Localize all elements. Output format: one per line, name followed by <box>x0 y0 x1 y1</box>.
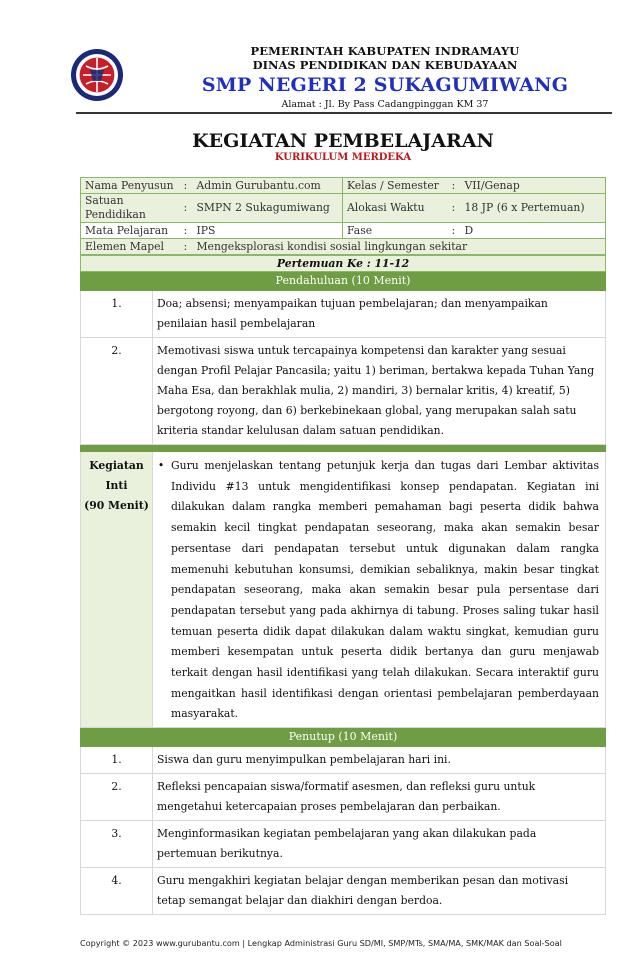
info-label: Elemen Mapel <box>81 239 179 255</box>
info-value: IPS <box>193 223 343 239</box>
info-label: Satuan Pendidikan <box>81 194 179 223</box>
info-separator: : <box>179 194 193 223</box>
list-item <box>81 747 606 774</box>
header-divider <box>76 112 612 114</box>
item-number: 4. <box>81 868 153 915</box>
info-label: Nama Penyusun <box>81 178 179 194</box>
pertemuan-heading: Pertemuan Ke : 11-12 <box>81 256 606 272</box>
item-text: Menginformasikan kegiatan pembelajaran yang akan dilakukan pada pertemuan berikutnya. <box>153 821 606 868</box>
item-text: Guru mengakhiri kegiatan belajar dengan memberikan pesan dan motivasi tetap semangat belajar dan diakhiri dengan berdoa. <box>153 868 606 915</box>
list-item <box>81 774 606 821</box>
pendahuluan-heading: Pendahuluan (10 Menit) <box>81 272 606 291</box>
page-subtitle: KURIKULUM MERDEKA <box>274 152 412 163</box>
inti-label-line: Kegiatan <box>89 459 144 472</box>
info-label: Mata Pelajaran <box>81 223 179 239</box>
inti-label-line: Inti <box>105 479 128 492</box>
activity-table <box>80 255 606 915</box>
info-value: VII/Genap <box>461 178 606 194</box>
page-title: KEGIATAN PEMBELAJARAN <box>192 130 494 152</box>
school-emblem-icon <box>70 48 124 102</box>
list-item <box>81 821 606 868</box>
info-value: SMPN 2 Sukagumiwang <box>193 194 343 223</box>
info-label: Kelas / Semester <box>343 178 447 194</box>
item-text: Refleksi pencapaian siswa/formatif asesmen, dan refleksi guru untuk mengetahui ketercapaian proses pembelajaran dan perbaikan. <box>153 774 606 821</box>
info-separator: : <box>447 223 461 239</box>
inti-label-line: (90 Menit) <box>84 499 149 512</box>
section-divider <box>81 445 606 452</box>
list-item <box>81 291 606 338</box>
item-number: 2. <box>81 774 153 821</box>
info-label: Alokasi Waktu <box>343 194 447 223</box>
info-label: Fase <box>343 223 447 239</box>
info-table <box>80 177 606 255</box>
item-number: 2. <box>81 338 153 445</box>
list-item <box>81 868 606 915</box>
info-row <box>81 239 606 255</box>
item-text: Doa; absensi; menyampaikan tujuan pembelajaran; dan menyampaikan penilaian hasil pembelajaran <box>153 291 606 338</box>
info-value: 18 JP (6 x Pertemuan) <box>461 194 606 223</box>
info-value: D <box>461 223 606 239</box>
inti-text: Guru menjelaskan tentang petunjuk kerja dan tugas dari Lembar aktivitas Individu #13 untuk mengidentifikasi konsep pendapatan. Kegiatan ini dilakukan dalam rangka memberi pemahaman bagi peserta didik bahwa semakin kecil tingkat pendapatan seseorang, maka akan semakin besar persentase dari pendapatan tersebut untuk digunakan dalam rangka memenuhi kebutuhan konsumsi, demikian sebaliknya, makin besar tingkat pendapatan seseorang, maka akan semakin besar pula persentase dari pendapatan tersebut yang pada akhirnya di tabung. Proses saling tukar hasil temuan peserta didik dapat dilakukan dalam waktu singkat, kemudian guru memberi kesempatan untuk peserta didik bertanya dan guru menjawab terkait dengan hasil identifikasi yang telah dilakukan. Secara interaktif guru mengaitkan hasil identifikasi dengan orientasi pembelajaran pemberdayaan masyarakat. <box>171 459 599 721</box>
info-separator: : <box>179 239 193 255</box>
header-school-name: SMP NEGERI 2 SUKAGUMIWANG <box>201 74 569 96</box>
inti-row <box>81 452 606 728</box>
bullet-marker: • <box>157 459 165 472</box>
penutup-heading: Penutup (10 Menit) <box>81 728 606 747</box>
item-text: Memotivasi siswa untuk tercapainya kompetensi dan karakter yang sesuai dengan Profil Pelajar Pancasila; yaitu 1) beriman, bertakwa kepada Tuhan Yang Maha Esa, dan berakhlak mulia, 2) mandiri, 3) bernalar kritis, 4) kreatif, 5) bergotong royong, dan 6) berkebinekaan global, yang merupakan salah satu kriteria standar kelulusan dalam satuan pendidikan. <box>153 338 606 445</box>
inti-label <box>81 452 153 728</box>
item-number: 1. <box>81 747 153 774</box>
item-number: 3. <box>81 821 153 868</box>
header-department: DINAS PENDIDIKAN DAN KEBUDAYAAN <box>252 58 518 72</box>
info-value: Admin Gurubantu.com <box>193 178 343 194</box>
header-address: Alamat : Jl. By Pass Cadangpinggan KM 37 <box>281 99 489 110</box>
info-row <box>81 223 606 239</box>
info-separator: : <box>447 194 461 223</box>
item-number: 1. <box>81 291 153 338</box>
footer-copyright: Copyright © 2023 www.gurubantu.com | Lengkap Administrasi Guru SD/MI, SMP/MTs, SMA/MA, SMK/MAK dan Soal-Soal <box>80 938 562 948</box>
list-item <box>81 338 606 445</box>
info-row <box>81 178 606 194</box>
info-row <box>81 194 606 223</box>
info-separator: : <box>179 223 193 239</box>
header-government: PEMERINTAH KABUPATEN INDRAMAYU <box>250 44 520 58</box>
item-text: Siswa dan guru menyimpulkan pembelajaran hari ini. <box>153 747 606 774</box>
info-separator: : <box>179 178 193 194</box>
info-separator: : <box>447 178 461 194</box>
info-value: Mengeksplorasi kondisi sosial lingkungan sekitar <box>193 239 606 255</box>
